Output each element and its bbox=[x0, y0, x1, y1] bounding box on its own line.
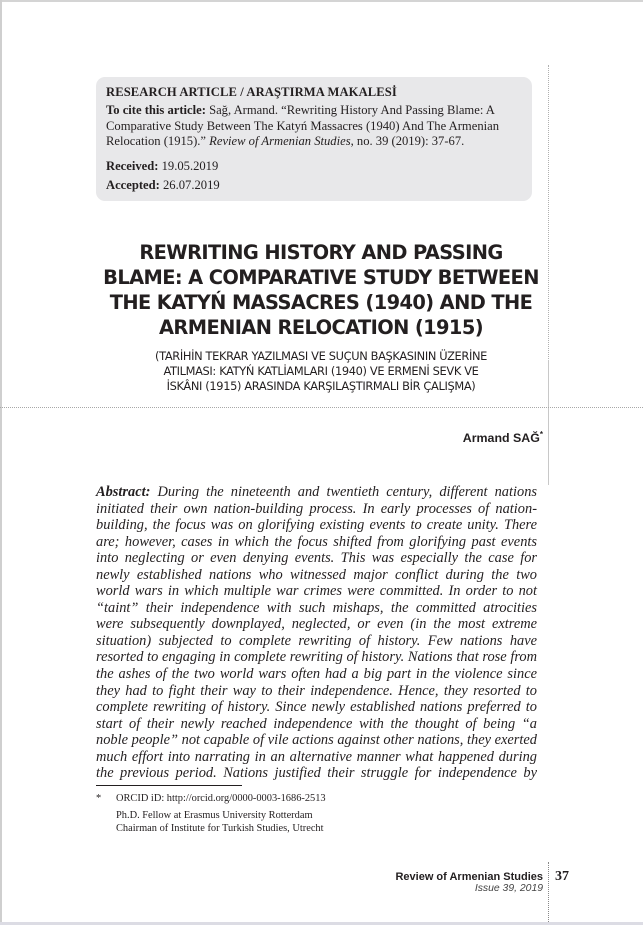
running-footer bbox=[340, 871, 543, 895]
page-number: 37 bbox=[555, 869, 569, 884]
author-name bbox=[300, 430, 543, 445]
article-title bbox=[96, 240, 546, 340]
abstract-label: Abstract: bbox=[96, 484, 151, 500]
article-subtitle bbox=[96, 349, 546, 394]
abstract-line: newly established nations who witnessed major conflict during the two bbox=[96, 566, 537, 583]
cite-text-2: , no. 39 (2019): 37-67. bbox=[350, 133, 465, 148]
cite-text-1: Sağ, Armand. “Rewriting History And Passing Blame: A Comparative Study Between The Katyń Massacres (1940) And The Armenian Relocation (1915).” bbox=[106, 103, 500, 148]
margin-guide-dotted bbox=[548, 65, 549, 365]
subtitle-line: ATILMASI: KATYŃ KATLİAMLARI (1940) VE ERMENİ SEVK VE bbox=[163, 364, 479, 378]
page-border-left bbox=[0, 0, 2, 925]
subtitle-line: İSKÂNI (1915) ARASINDA KARŞILAŞTIRMALI BİR ÇALIŞMA) bbox=[166, 379, 476, 393]
article-type: RESEARCH ARTICLE / ARAŞTIRMA MAKALESİ bbox=[106, 85, 397, 99]
author-footnote-marker: * bbox=[539, 430, 543, 439]
accepted-label: Accepted: bbox=[106, 178, 160, 193]
footer-divider bbox=[548, 862, 549, 922]
abstract bbox=[96, 484, 537, 782]
footnote-rule bbox=[96, 785, 242, 786]
received-label: Received: bbox=[106, 159, 159, 174]
abstract-line: the previous period. Nations justified their struggle for independence by bbox=[96, 765, 537, 782]
affiliation-2: Chairman of Institute for Turkish Studies, Utrecht bbox=[116, 823, 324, 834]
abstract-line: resorted to engaging in complete rewriting of history. Nations that rose from bbox=[96, 649, 537, 666]
abstract-line: were subsequently downplayed, neglected, or even (in the most extreme bbox=[96, 616, 537, 633]
abstract-line: start of their newly reached independence with the thought of being “a bbox=[96, 715, 537, 732]
abstract-line: initiated their own nation-building process. In early processes of nation- bbox=[96, 500, 537, 517]
abstract-line: into neglecting or even denying events. This was especially the case for bbox=[96, 550, 537, 567]
title-line: BLAME: A COMPARATIVE STUDY BETWEEN bbox=[103, 266, 539, 289]
horizontal-guide-dotted bbox=[0, 407, 643, 408]
abstract-line: building, the focus was on glorifying existing events to create unity. There bbox=[96, 517, 537, 534]
title-line: ARMENIAN RELOCATION (1915) bbox=[159, 316, 483, 339]
abstract-line: “taint” their independence with such mishaps, the committed atrocities bbox=[96, 599, 537, 616]
journal-issue: Issue 39, 2019 bbox=[474, 883, 543, 894]
abstract-line: they had to fight their way to their independence. Hence, they resorted to bbox=[96, 682, 537, 699]
received-date: 19.05.2019 bbox=[158, 159, 219, 174]
abstract-line: situation) subjected to complete rewriting of history. Few nations have bbox=[96, 632, 537, 649]
footnote bbox=[96, 792, 496, 836]
cite-journal: Review of Armenian Studies bbox=[209, 133, 351, 148]
dates bbox=[106, 159, 524, 194]
abstract-line: are; however, cases in which the focus shifted from glorifying past events bbox=[96, 533, 537, 550]
accepted-date: 26.07.2019 bbox=[159, 178, 220, 193]
footnote-orcid-row bbox=[96, 792, 496, 806]
orcid-link[interactable]: ORCID iD: http://orcid.org/0000-0003-1686-2513 bbox=[116, 793, 326, 804]
citation-text bbox=[106, 103, 524, 149]
title-line: REWRITING HISTORY AND PASSING bbox=[139, 241, 503, 264]
page-border-top bbox=[0, 0, 643, 2]
abstract-line: world wars in which multiple war crimes were committed. In order to not bbox=[96, 583, 537, 600]
received-row bbox=[106, 159, 524, 174]
subtitle-line: (TARİHİN TEKRAR YAZILMASI VE SUÇUN BAŞKASININ ÜZERİNE bbox=[155, 349, 487, 363]
affiliation-1: Ph.D. Fellow at Erasmus University Rotterdam bbox=[116, 809, 313, 821]
cite-label: To cite this article: bbox=[106, 103, 206, 118]
margin-guide-solid bbox=[548, 360, 549, 485]
citation-box bbox=[96, 77, 532, 201]
journal-name: Review of Armenian Studies bbox=[395, 871, 543, 883]
title-line: THE KATYŃ MASSACRES (1940) AND THE bbox=[109, 291, 533, 314]
abstract-line: noble people” not capable of vile actions against other nations, they exerted bbox=[96, 732, 537, 749]
accepted-row bbox=[106, 178, 524, 193]
abstract-line: much effort into narrating in an alternative manner what happened during bbox=[96, 748, 537, 765]
abstract-line: Abstract: During the nineteenth and twentieth century, different nations bbox=[96, 484, 537, 500]
abstract-line: complete rewriting of history. Since newly established nations preferred to bbox=[96, 699, 537, 716]
abstract-line: the ashes of the two world wars often had a big part in the violence since bbox=[96, 666, 537, 683]
author-name-text: Armand SAĞ bbox=[462, 431, 540, 446]
footnote-marker: * bbox=[96, 793, 102, 804]
